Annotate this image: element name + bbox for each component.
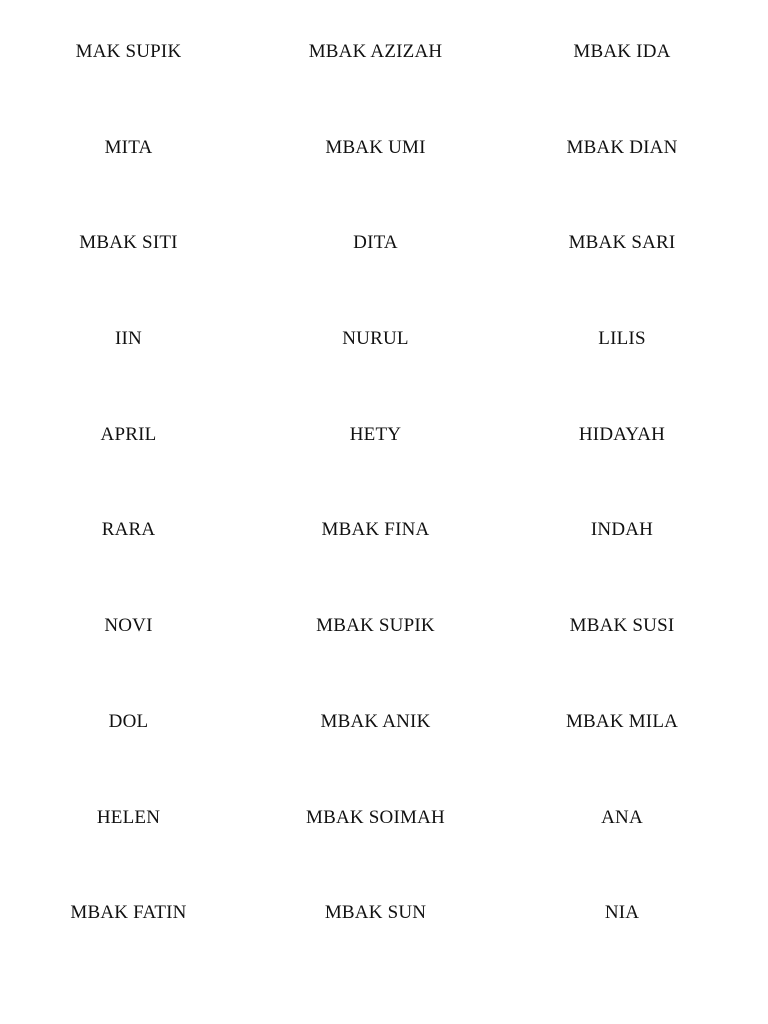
name-label: MBAK SUPIK [316,615,435,637]
name-label: MBAK FATIN [70,902,187,924]
name-label: INDAH [590,519,654,541]
name-label: HIDAYAH [578,423,666,445]
name-label: NOVI [104,615,153,637]
name-label: DOL [108,710,149,732]
name-label: NIA [604,902,640,924]
name-label: NURUL [342,328,409,350]
name-label: IIN [115,328,142,350]
names-grid [5,36,745,993]
name-label: MBAK SITI [79,232,178,254]
name-label: LILIS [598,328,646,350]
name-label: APRIL [100,423,157,445]
name-label: MBAK SARI [568,232,676,254]
name-label: MBAK UMI [325,136,426,158]
name-label: DITA [353,232,398,254]
name-label: ANA [601,806,643,828]
name-label: HETY [349,423,402,445]
name-label: MBAK FINA [321,519,430,541]
name-label: MBAK ANIK [320,710,431,732]
name-label: MBAK IDA [573,41,671,62]
name-label: MBAK SOIMAH [306,806,445,828]
name-label: MITA [104,136,153,158]
name-label: MAK SUPIK [75,41,182,62]
name-label: MBAK SUN [324,902,427,924]
name-label: MBAK DIAN [566,136,678,158]
name-label: MBAK AZIZAH [308,41,443,62]
name-label: MBAK SUSI [569,615,675,637]
name-label: RARA [101,519,156,541]
name-label: HELEN [96,806,161,828]
name-label: MBAK MILA [565,710,679,732]
